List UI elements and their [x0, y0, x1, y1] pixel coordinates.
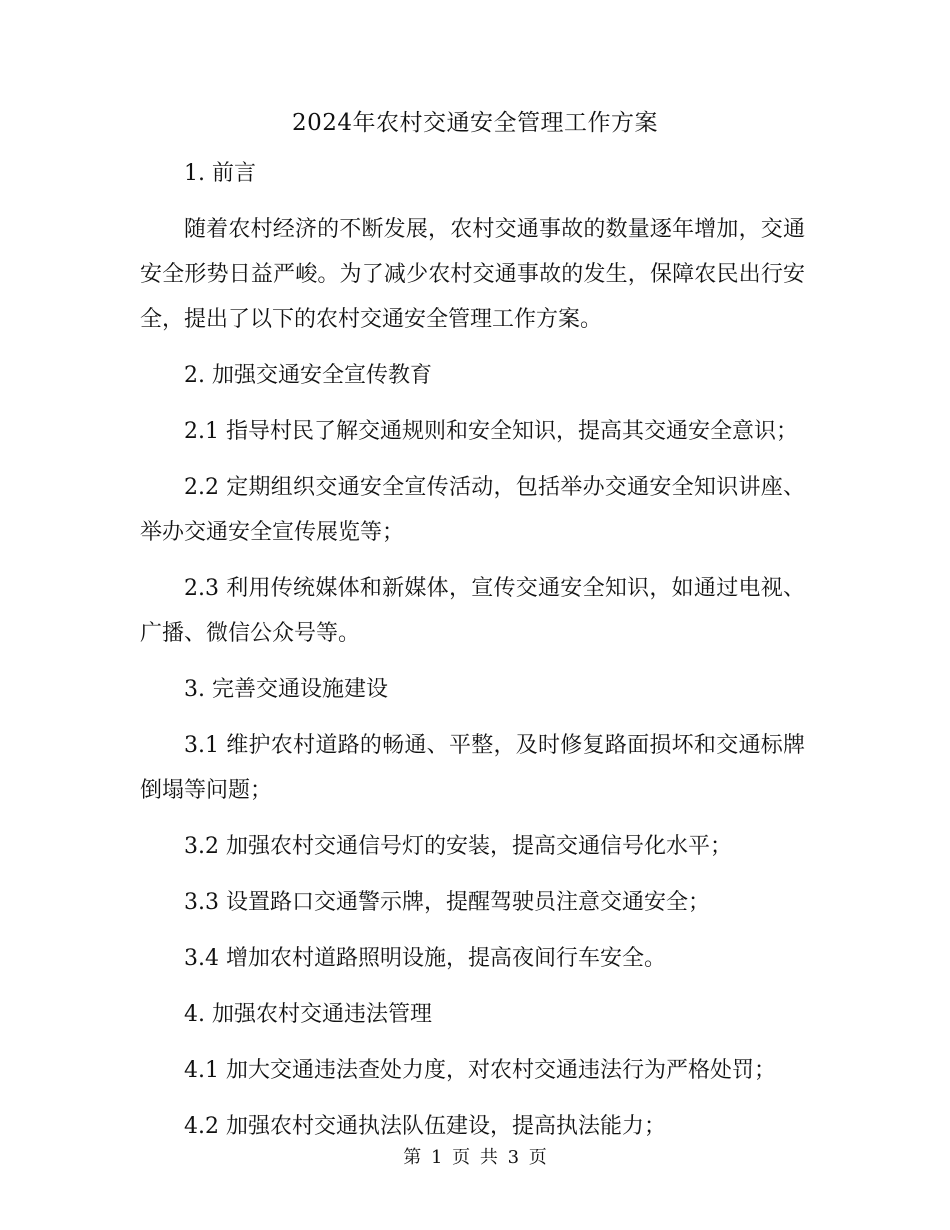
list-item: 3.3 设置路口交通警示牌，提醒驾驶员注意交通安全；	[184, 890, 710, 915]
document-body	[140, 151, 805, 1160]
list-item: 2.2 定期组织交通安全宣传活动，包括举办交通安全知识讲座、举办交通安全宣传展览等；	[140, 475, 805, 545]
list-item: 3.4 增加农村道路照明设施，提高夜间行车安全。	[184, 946, 666, 971]
section-heading-preface: 1. 前言	[184, 161, 256, 186]
list-item: 3.2 加强农村交通信号灯的安装，提高交通信号化水平；	[184, 834, 732, 859]
list-item: 4.1 加大交通违法查处力度，对农村交通违法行为严格处罚；	[184, 1058, 776, 1083]
section-heading-publicity: 2. 加强交通安全宣传教育	[184, 363, 432, 388]
list-item: 3.1 维护农村道路的畅通、平整，及时修复路面损坏和交通标牌倒塌等问题；	[140, 733, 805, 803]
list-item: 2.3 利用传统媒体和新媒体，宣传交通安全知识，如通过电视、广播、微信公众号等。	[140, 576, 805, 646]
page-number-footer: 第 1 页 共 3 页	[403, 1147, 547, 1168]
section-heading-enforcement: 4. 加强农村交通违法管理	[184, 1002, 432, 1027]
document-title: 2024年农村交通安全管理工作方案	[291, 110, 659, 136]
list-item: 2.1 指导村民了解交通规则和安全知识，提高其交通安全意识；	[184, 419, 798, 444]
body-paragraph: 随着农村经济的不断发展，农村交通事故的数量逐年增加，交通安全形势日益严峻。为了减少农村交通事故的发生，保障农民出行安全，提出了以下的农村交通安全管理工作方案。	[140, 217, 805, 332]
list-item: 4.2 加强农村交通执法队伍建设，提高执法能力；	[184, 1114, 666, 1139]
section-heading-facilities: 3. 完善交通设施建设	[184, 677, 388, 702]
